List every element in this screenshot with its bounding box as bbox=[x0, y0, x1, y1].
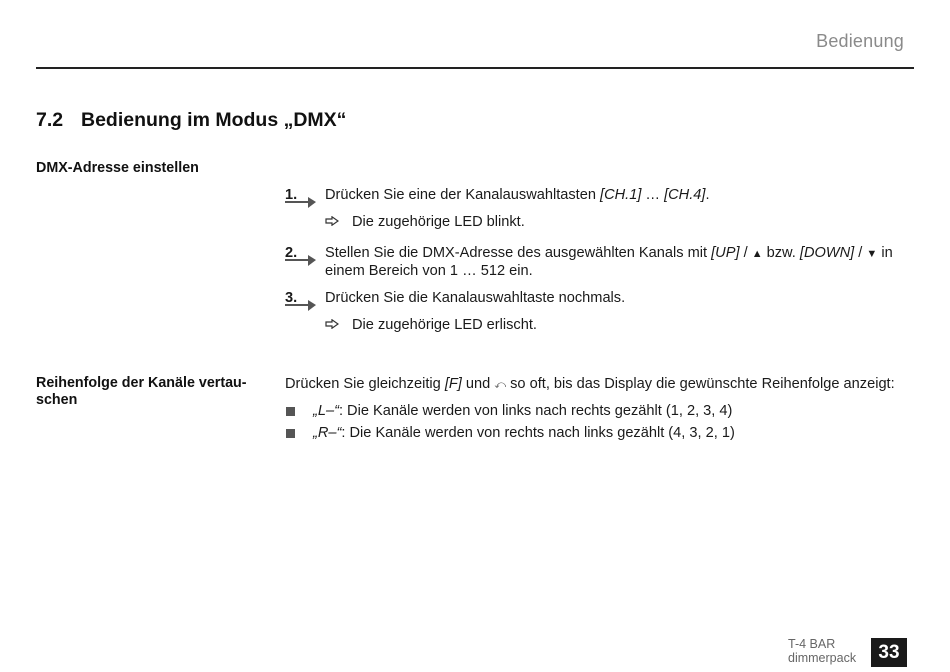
step-2 bbox=[285, 245, 905, 280]
list-item: „R–“: Die Kanäle werden von rechts nach links gezählt (4, 3, 2, 1) bbox=[285, 425, 905, 442]
channel-order-intro: Drücken Sie gleichzeitig [F] und ⤺ so oft, bis das Display die gewünschte Reihenfolge anzeigt: bbox=[285, 376, 895, 392]
up-triangle-icon: ▲ bbox=[751, 248, 763, 260]
down-triangle-icon: ▼ bbox=[866, 248, 878, 260]
section-number: 7.2 bbox=[36, 109, 64, 131]
header-divider bbox=[36, 67, 914, 69]
step-number: 1. bbox=[285, 187, 298, 203]
step-text: Stellen Sie die DMX-Adresse des ausgewählten Kanals mit [UP] / ▲ bzw. [DOWN] / ▼ in einem Bereich von 1 … 512 ein. bbox=[325, 245, 893, 279]
running-header: Bedienung bbox=[816, 31, 904, 51]
step-number: 3. bbox=[285, 290, 298, 306]
step-3 bbox=[285, 290, 905, 307]
step-text: Drücken Sie eine der Kanalauswahltasten [CH.1] … [CH.4]. bbox=[325, 187, 710, 203]
result-arrow-icon bbox=[325, 319, 339, 329]
footer-product-name: T-4 BAR dimmerpack bbox=[788, 637, 857, 665]
step-text: Drücken Sie die Kanalauswahltaste nochmals. bbox=[325, 290, 626, 306]
list-item: „L–“: Die Kanäle werden von links nach rechts gezählt (1, 2, 3, 4) bbox=[285, 403, 905, 420]
result-1: Die zugehörige LED blinkt. bbox=[325, 214, 905, 231]
step-number: 2. bbox=[285, 245, 298, 261]
section-heading bbox=[36, 109, 346, 132]
bullet-square-icon bbox=[286, 407, 295, 416]
step-arrow-icon bbox=[285, 255, 317, 267]
section-title: Bedienung im Modus „DMX“ bbox=[81, 109, 347, 131]
step-arrow-icon bbox=[285, 300, 317, 312]
step-1 bbox=[285, 187, 905, 204]
back-arrow-icon: ⤺ bbox=[494, 379, 507, 391]
result-3: Die zugehörige LED erlischt. bbox=[325, 317, 905, 334]
step-arrow-icon bbox=[285, 197, 317, 209]
result-arrow-icon bbox=[325, 216, 339, 226]
bullet-square-icon bbox=[286, 429, 295, 438]
dmx-address-heading: DMX-Adresse einstellen bbox=[36, 160, 199, 176]
channel-order-heading: Reihenfolge der Kanäle vertau-schen bbox=[36, 375, 247, 408]
page-number: 33 bbox=[871, 638, 907, 667]
